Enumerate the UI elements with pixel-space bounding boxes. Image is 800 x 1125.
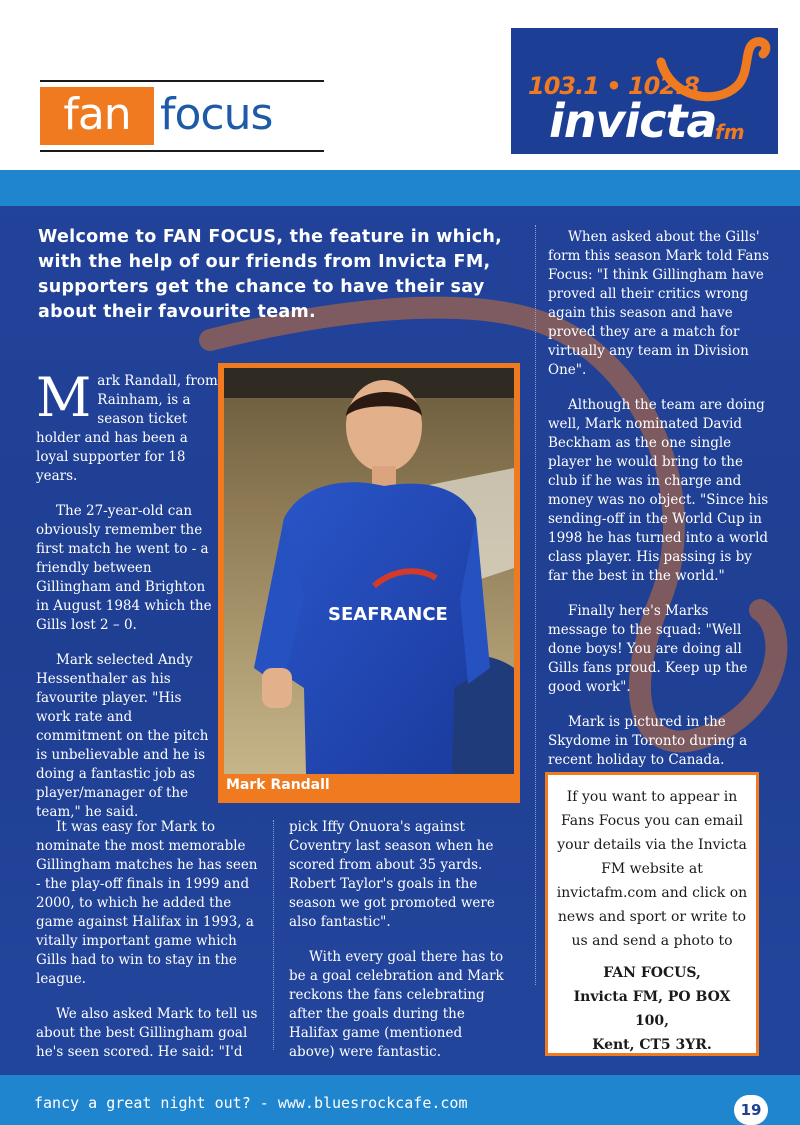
article-column-1-lower [36,818,258,1078]
invicta-wordmark: invicta [549,94,717,148]
fan-focus-logo-fan: fan [40,87,154,145]
paragraph: ark Randall, from Rainham, is a season ticket holder and has been a loyal supporter for 18 years. [36,373,218,484]
paragraph: Mark is pictured in the Skydome in Toronto during a recent holiday to Canada. [548,714,748,768]
invicta-fm-mark: fm [715,120,745,144]
column-divider [535,225,536,985]
paragraph: Mark selected Andy Hessenthaler as his favourite player. "His work rate and commitment on the pitch is unbelievable and he is doing a fantastic job as player/manager of the team," he said. [36,652,209,820]
article-column-2 [289,818,511,1078]
paragraph: The 27-year-old can obviously remember the first match he went to - a friendly between Gillingham and Brighton in August 1984 which the Gills lost 2 – 0. [36,503,212,633]
shirt-sponsor: SEAFRANCE [328,604,448,625]
intro-heading: Welcome to FAN FOCUS, the feature in which, with the help of our friends from Invicta FM, supporters get the chance to have their say about their favourite team. [38,227,503,322]
address-line-2: Invicta FM, PO BOX 100, [573,989,731,1029]
footer-advert: fancy a great night out? - www.bluesrockcafe.com [34,1094,468,1112]
article-column-3 [548,228,770,786]
paragraph: It was easy for Mark to nominate the most memorable Gillingham matches he has seen - the play-off finals in 1999 and 2000, to which he added the game against Halifax in 1993, a vitally important game which Gills had to win to stay in the league. [36,819,258,987]
invicta-fm-logo [511,28,778,154]
page-number-badge: 19 [734,1095,768,1125]
fan-focus-rule-bottom [40,150,324,152]
column-divider-lower [273,820,274,1050]
paragraph: With every goal there has to be a goal celebration and Mark reckons the fans celebrating after the goals during the Halifax game (mentioned above) were fantastic. [289,949,504,1060]
address-line-3: Kent, CT5 3YR. [592,1037,712,1053]
fan-focus-rule-top [40,80,324,82]
paragraph: pick Iffy Onuora's against Coventry last season when he scored from about 35 yards. Robert Taylor's goals in the season we got promoted were also fantastic". [289,819,495,930]
paragraph: We also asked Mark to tell us about the best Gillingham goal he's seen scored. He said: "I'd [36,1006,258,1060]
info-text: If you want to appear in Fans Focus you can email your details via the Invicta FM website at invictafm.com and click on news and sport or write to us and send a photo to [556,789,748,949]
paragraph: When asked about the Gills' form this season Mark told Fans Focus: "I think Gillingham have proved all their critics wrong again this season and have proved they are a match for virtually any team in Division One". [548,229,770,378]
paragraph: Finally here's Marks message to the squad: "Well done boys! You are doing all Gills fans proud. Keep up the good work". [548,603,748,695]
invicta-frequency: 103.1 • 102.8 [528,72,699,100]
article-column-1 [36,366,218,838]
contact-info-box [545,772,759,1056]
photo-caption: Mark Randall [226,777,330,793]
photo-illustration [224,368,514,774]
fan-focus-logo-focus: focus [160,89,273,140]
paragraph: Although the team are doing well, Mark nominated David Beckham as the one single player he would bring to the club if he was in charge and money was no object. "Since his sending-off in the World Cup in 1998 he has turned into a world class player. His passing is by far the best in the world." [548,397,769,584]
drop-cap: M [36,366,92,429]
address-line-1: FAN FOCUS, [603,965,701,981]
photo-mark-randall [224,368,514,774]
